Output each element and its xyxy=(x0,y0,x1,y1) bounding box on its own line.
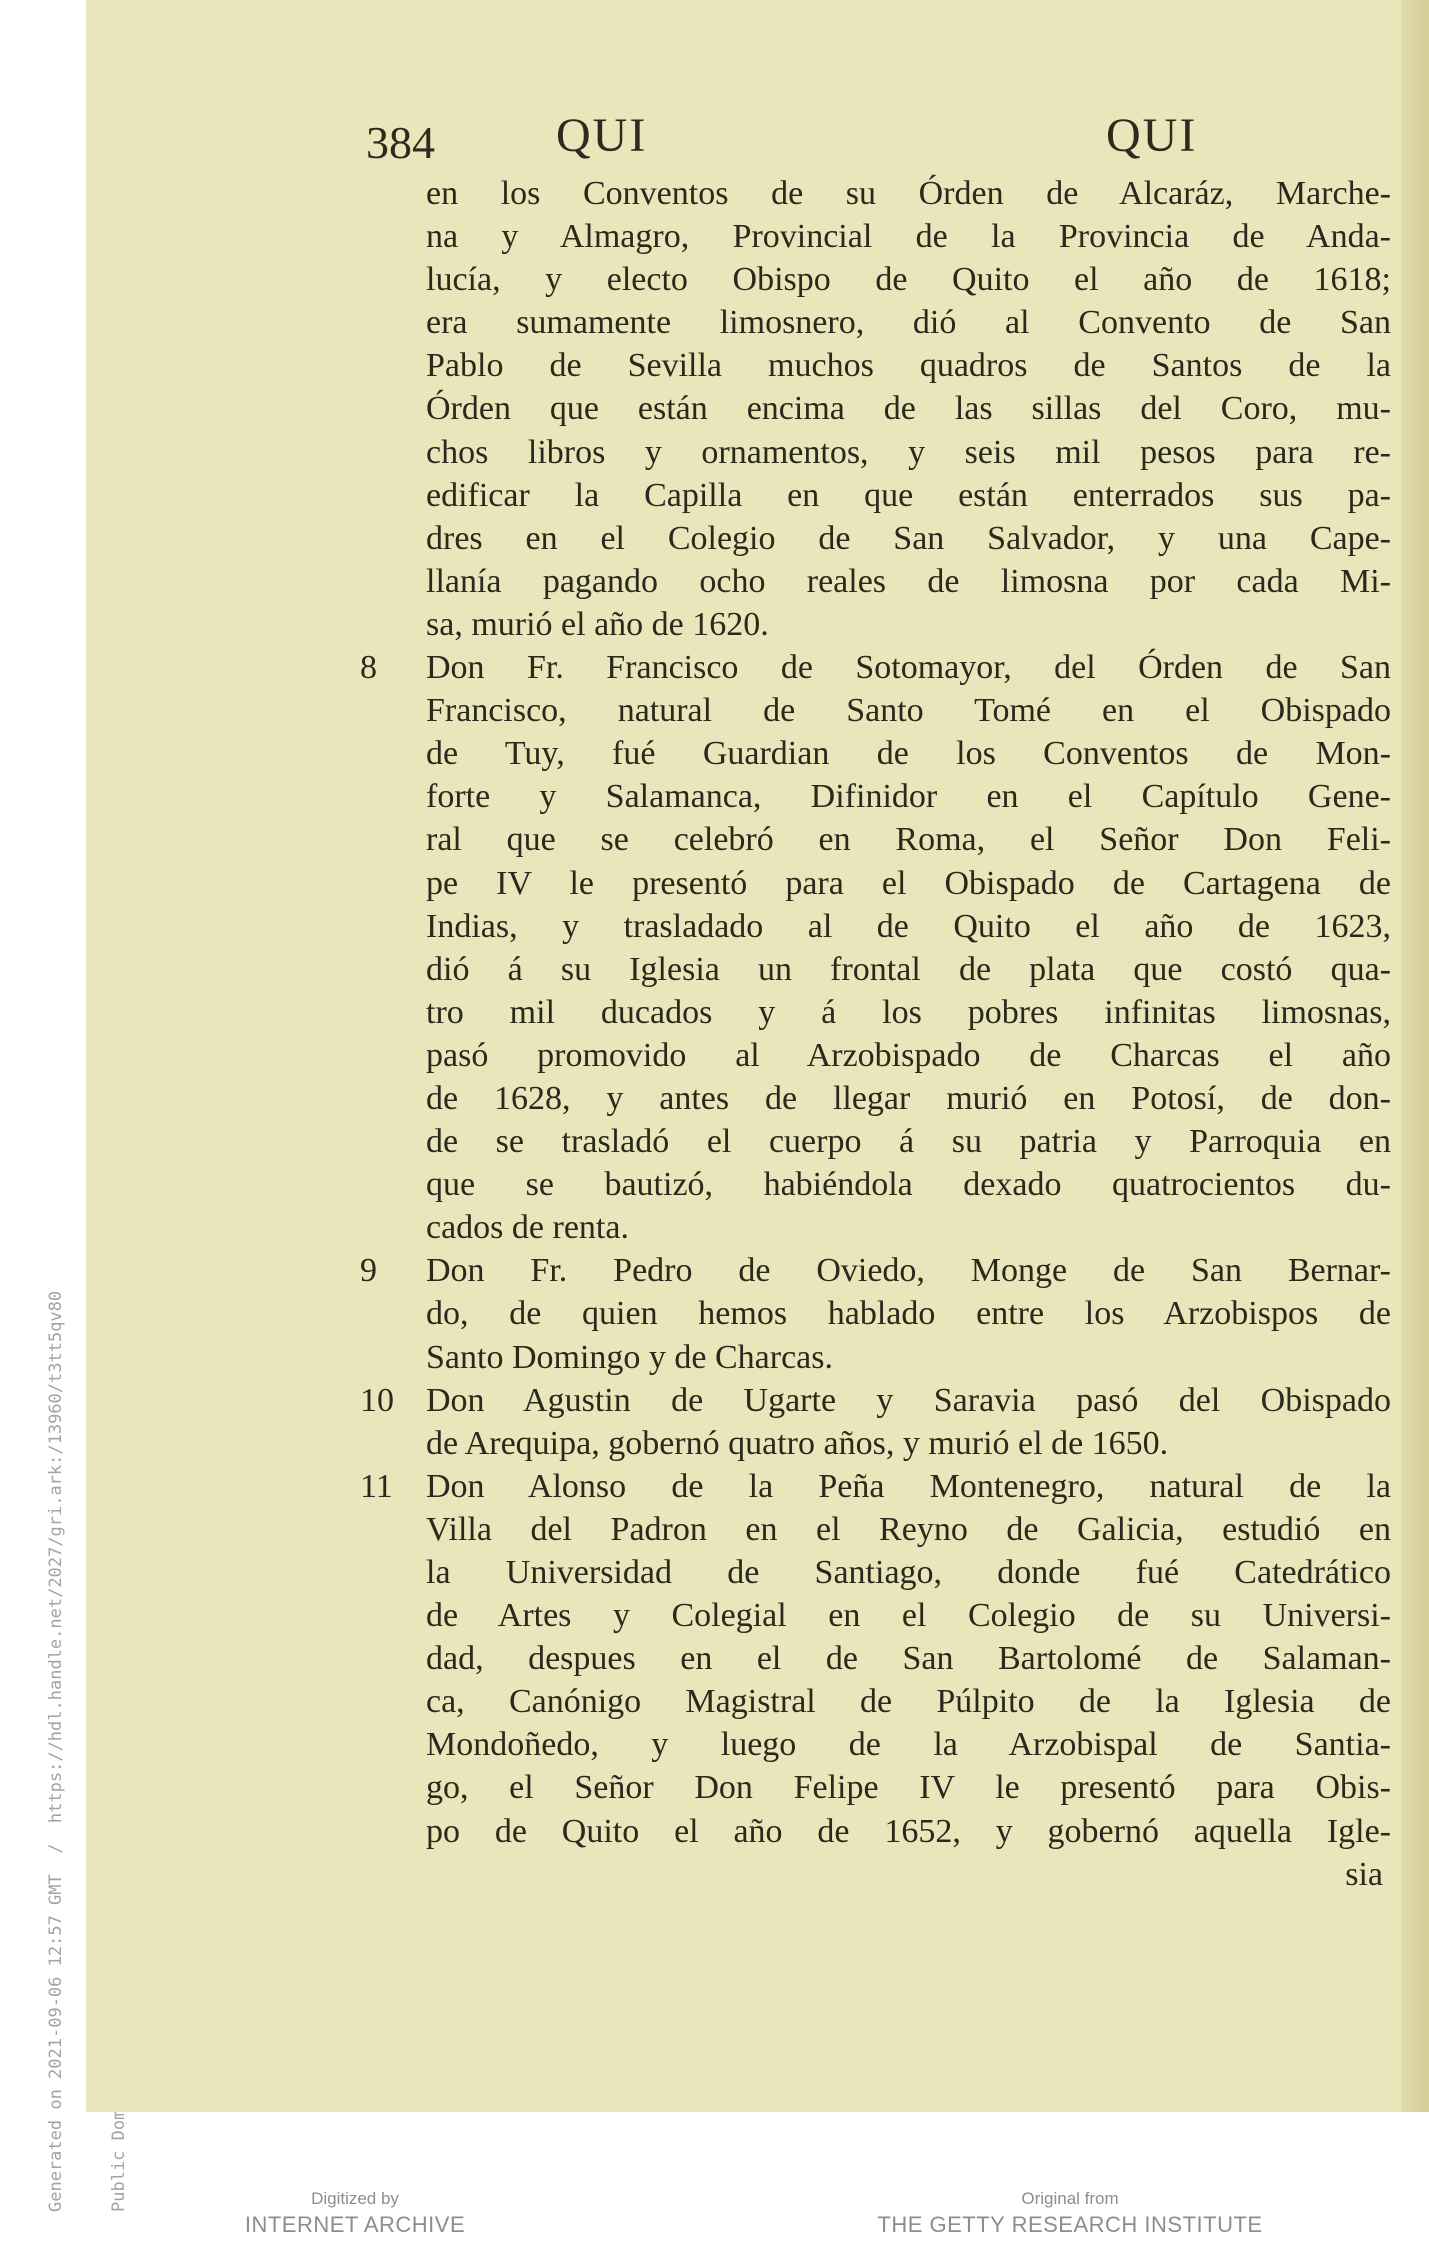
text-line: de se trasladó el cuerpo á su patria y Parroquia en xyxy=(426,1123,1391,1161)
text-line: cados de renta. xyxy=(426,1209,629,1247)
original-from-label: Original from xyxy=(1021,2189,1119,2208)
text-line: na y Almagro, Provincial de la Provincia de Anda- xyxy=(426,218,1391,256)
text-line: sa, murió el año de 1620. xyxy=(426,605,769,643)
bishop-entry xyxy=(356,1249,1391,1378)
original-from-credit xyxy=(860,2188,1280,2240)
text-line: Indias, y trasladado al de Quito el año de 1623, xyxy=(426,907,1391,945)
text-line: Francisco, natural de Santo Tomé en el Obispado xyxy=(426,692,1391,730)
text-line: que se bautizó, habiéndola dexado quatrocientos du- xyxy=(426,1166,1391,1204)
catchword: sia xyxy=(1345,1855,1383,1893)
page-header xyxy=(86,108,1429,180)
text-line: en los Conventos de su Órden de Alcaráz, Marche- xyxy=(426,175,1391,212)
text-line: Don Agustin de Ugarte y Saravia pasó del Obispado xyxy=(426,1381,1391,1419)
text-line: pasó promovido al Arzobispado de Charcas el año xyxy=(426,1036,1391,1074)
bishop-entry xyxy=(356,1465,1391,1853)
entry-number: 8 xyxy=(360,649,377,687)
text-line: pe IV le presentó para el Obispado de Cartagena de xyxy=(426,864,1391,902)
bishop-entry xyxy=(356,646,1391,1249)
text-line: Pablo de Sevilla muchos quadros de Santos de la xyxy=(426,347,1391,385)
text-line: ral que se celebró en Roma, el Señor Don Feli- xyxy=(426,821,1391,859)
text-line: edificar la Capilla en que están enterrados sus pa- xyxy=(426,476,1391,514)
running-head-left: QUI xyxy=(556,109,648,162)
text-line: Villa del Padron en el Reyno de Galicia, estudió en xyxy=(426,1510,1391,1548)
internet-archive-label: INTERNET ARCHIVE xyxy=(244,2212,466,2237)
watermark-line-generated: Generated on 2021-09-06 12:57 GMT / https://hdl.handle.net/2027/gri.ark:/13960/t3tt5qv80 xyxy=(46,1290,66,2212)
text-line: lucía, y electo Obispo de Quito el año de 1618; xyxy=(426,261,1391,299)
getty-institute-label: THE GETTY RESEARCH INSTITUTE xyxy=(877,2212,1263,2237)
bishop-entry xyxy=(356,1379,1391,1465)
page-number: 384 xyxy=(366,117,435,168)
text-line: era sumamente limosnero, dió al Convento de San xyxy=(426,304,1391,342)
text-line: la Universidad de Santiago, donde fué Catedrático xyxy=(426,1554,1391,1591)
page-body xyxy=(356,172,1391,1896)
text-line: do, de quien hemos hablado entre los Arzobispos de xyxy=(426,1295,1391,1333)
entry-number: 9 xyxy=(360,1252,377,1290)
text-line: go, el Señor Don Felipe IV le presentó para Obis- xyxy=(426,1769,1391,1807)
page-edge-shadow xyxy=(1401,0,1429,2112)
text-line: po de Quito el año de 1652, y gobernó aquella Igle- xyxy=(426,1812,1391,1850)
text-line: tro mil ducados y á los pobres infinitas limosnas, xyxy=(426,993,1391,1031)
continued-entry xyxy=(356,172,1391,646)
digitized-by-credit xyxy=(200,2188,510,2240)
running-head-right: QUI xyxy=(1106,109,1198,162)
text-line: de Artes y Colegial en el Colegio de su Universi- xyxy=(426,1597,1391,1635)
scanned-page xyxy=(86,0,1429,2112)
text-line: llanía pagando ocho reales de limosna por cada Mi- xyxy=(426,562,1391,600)
text-line: dad, despues en el de San Bartolomé de Salaman- xyxy=(426,1640,1391,1678)
text-line: forte y Salamanca, Difinidor en el Capítulo Gene- xyxy=(426,778,1391,816)
text-line: Don Fr. Pedro de Oviedo, Monge de San Bernar- xyxy=(426,1252,1391,1290)
text-line: chos libros y ornamentos, y seis mil pesos para re- xyxy=(426,433,1391,471)
text-line: Mondoñedo, y luego de la Arzobispal de Santia- xyxy=(426,1726,1391,1764)
text-line: Santo Domingo y de Charcas. xyxy=(426,1338,833,1376)
text-line: de Tuy, fué Guardian de los Conventos de Mon- xyxy=(426,735,1391,773)
text-line: de 1628, y antes de llegar murió en Potosí, de don- xyxy=(426,1079,1391,1117)
text-line: dres en el Colegio de San Salvador, y una Cape- xyxy=(426,519,1391,557)
text-line: ca, Canónigo Magistral de Púlpito de la Iglesia de xyxy=(426,1683,1391,1721)
entry-number: 11 xyxy=(360,1467,393,1505)
entry-number: 10 xyxy=(360,1381,394,1419)
text-line: Don Fr. Francisco de Sotomayor, del Órden de San xyxy=(426,649,1391,687)
text-line: de Arequipa, gobernó quatro años, y murió el de 1650. xyxy=(426,1424,1169,1462)
digitized-by-label: Digitized by xyxy=(311,2189,399,2208)
numbered-entries xyxy=(356,646,1391,1853)
text-line: dió á su Iglesia un frontal de plata que costó qua- xyxy=(426,950,1391,988)
text-line: Órden que están encima de las sillas del Coro, mu- xyxy=(426,390,1391,428)
text-line: Don Alonso de la Peña Montenegro, natural de la xyxy=(426,1467,1391,1505)
